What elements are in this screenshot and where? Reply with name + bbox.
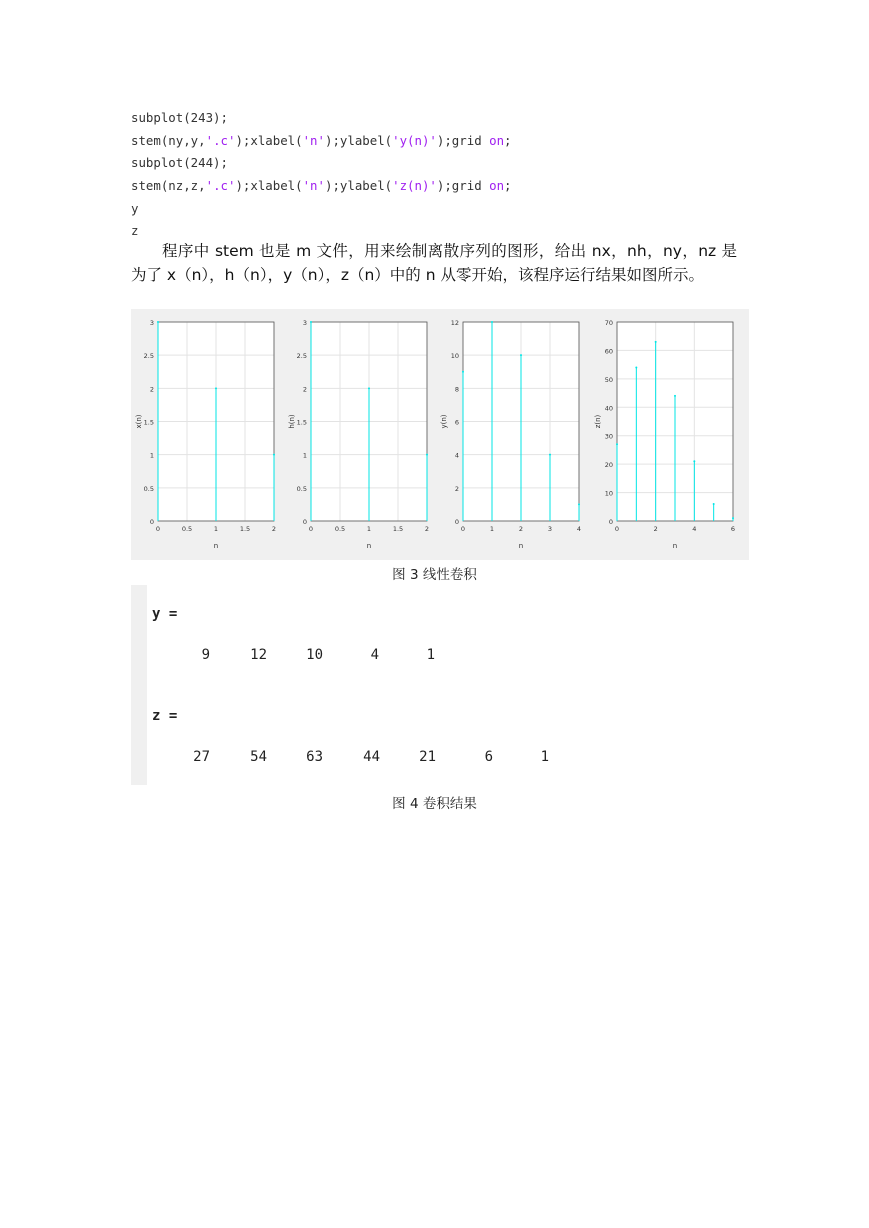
y-tick-label: 3	[302, 319, 307, 327]
stem-marker	[635, 366, 637, 368]
stem-marker	[491, 321, 493, 323]
y-axis-label: z(n)	[594, 414, 602, 429]
stem-charts	[131, 309, 749, 560]
output-value: 4	[370, 647, 379, 663]
stem-marker	[732, 517, 734, 519]
stem-marker	[520, 354, 522, 356]
y-tick-label: 0	[149, 518, 154, 526]
y-tick-label: 8	[454, 385, 459, 394]
output-value: 1	[426, 647, 435, 663]
stem-marker	[693, 460, 695, 462]
code-token: );ylabel(	[324, 178, 393, 194]
figure-3-linear-convolution	[131, 309, 749, 560]
code-line	[131, 130, 512, 153]
y-tick-label: 0.5	[296, 484, 307, 493]
x-axis-label: n	[213, 542, 219, 550]
code-string-token: '.c'	[205, 178, 236, 194]
figure-3-caption: 图 3 线性卷积	[392, 567, 477, 583]
code-token: );xlabel(	[235, 178, 303, 194]
stem-marker	[549, 454, 551, 456]
code-string-token: '.c'	[205, 132, 236, 148]
y-axis-label: h(n)	[288, 414, 296, 429]
stem-marker	[713, 503, 715, 505]
code-token: z	[131, 223, 139, 239]
code-token: );grid	[436, 178, 490, 194]
code-line	[131, 152, 512, 175]
stem-marker	[426, 454, 428, 456]
command-window-strip	[131, 585, 147, 785]
x-tick-label: 2	[424, 525, 430, 533]
figure-4-caption: 图 4 卷积结果	[392, 796, 477, 812]
x-tick-label: 0	[308, 525, 314, 533]
y-output-label: y =	[152, 606, 178, 622]
x-tick-label: 1	[213, 525, 219, 533]
x-tick-label: 0	[614, 525, 620, 533]
code-token: subplot(244);	[131, 155, 228, 171]
stem-marker	[273, 454, 275, 456]
x-tick-label: 2	[653, 525, 658, 533]
y-tick-label: 0	[302, 518, 307, 526]
code-string-token: 'z(n)'	[392, 178, 437, 194]
x-axis-label: n	[672, 542, 678, 550]
x-tick-label: 0.5	[181, 525, 193, 533]
y-axis-label: y(n)	[440, 414, 448, 429]
y-tick-label: 2.5	[296, 352, 307, 361]
code-token: ;	[504, 178, 512, 194]
y-tick-label: 30	[604, 432, 613, 441]
y-tick-label: 3	[149, 319, 154, 327]
x-tick-label: 0	[155, 525, 161, 533]
code-token: );ylabel(	[324, 132, 393, 148]
y-tick-label: 2	[454, 484, 459, 493]
y-tick-label: 2	[149, 385, 154, 394]
y-tick-label: 60	[604, 347, 613, 356]
x-tick-label: 2	[518, 525, 524, 533]
y-tick-label: 12	[450, 319, 459, 327]
x-tick-label: 4	[576, 525, 582, 533]
output-value: 9	[201, 647, 210, 663]
y-tick-label: 1	[302, 451, 307, 460]
y-tick-label: 0	[608, 518, 613, 526]
output-value: 44	[363, 749, 380, 765]
code-token: stem(ny,y,	[131, 132, 206, 148]
code-line	[131, 175, 512, 198]
y-tick-label: 1.5	[296, 418, 307, 427]
y-tick-label: 2	[302, 385, 307, 394]
code-token: );xlabel(	[235, 132, 303, 148]
code-string-token: on	[489, 132, 505, 148]
x-tick-label: 1	[489, 525, 495, 533]
output-value: 21	[419, 749, 436, 765]
output-value: 27	[193, 749, 210, 765]
output-value: 63	[306, 749, 323, 765]
code-line	[131, 107, 512, 130]
code-token: );grid	[436, 132, 490, 148]
x-tick-label: 4	[692, 525, 697, 533]
code-token: ;	[504, 132, 512, 148]
x-tick-label: 1.5	[239, 525, 251, 533]
code-line	[131, 198, 512, 221]
stem-marker	[157, 321, 159, 323]
y-axis-label: x(n)	[135, 414, 143, 429]
y-tick-label: 4	[454, 451, 459, 460]
output-value: 10	[306, 647, 323, 663]
y-tick-label: 2.5	[143, 352, 154, 361]
x-tick-label: 2	[271, 525, 277, 533]
output-value: 6	[484, 749, 493, 765]
x-axis-label: n	[366, 542, 372, 550]
y-tick-label: 1.5	[143, 418, 154, 427]
stem-marker	[310, 321, 312, 323]
code-string-token: 'n'	[302, 132, 325, 148]
stem-marker	[616, 443, 618, 445]
x-axis-label: n	[518, 542, 524, 550]
stem-marker	[578, 503, 580, 505]
y-tick-label: 0.5	[143, 484, 154, 493]
y-tick-label: 70	[604, 319, 613, 327]
x-tick-label: 3	[547, 525, 553, 533]
stem-marker	[655, 341, 657, 343]
code-string-token: on	[489, 178, 505, 194]
y-tick-label: 10	[450, 352, 459, 361]
stem-marker	[674, 395, 676, 397]
x-tick-label: 0.5	[334, 525, 346, 533]
x-tick-label: 0	[460, 525, 466, 533]
z-output-label: z =	[152, 708, 178, 724]
output-value: 12	[250, 647, 267, 663]
output-value: 54	[250, 749, 267, 765]
body-paragraph: 程序中 stem 也是 m 文件，用来绘制离散序列的图形，给出 nx，nh，ny，nz 是为了 x（n），h（n），y（n），z（n）中的 n 从零开始，该程序运行结果如图所示。	[131, 242, 737, 284]
output-value: 1	[540, 749, 549, 765]
y-tick-label: 0	[454, 518, 459, 526]
y-tick-label: 50	[604, 375, 613, 384]
y-tick-label: 20	[604, 461, 613, 470]
stem-marker	[462, 371, 464, 373]
code-block	[131, 107, 512, 243]
code-string-token: 'y(n)'	[392, 132, 437, 148]
stem-marker	[215, 387, 217, 389]
x-tick-label: 6	[730, 525, 736, 533]
y-tick-label: 1	[149, 451, 154, 460]
y-tick-label: 6	[454, 418, 459, 427]
x-tick-label: 1.5	[392, 525, 404, 533]
code-token: subplot(243);	[131, 110, 228, 125]
y-tick-label: 10	[604, 489, 613, 498]
code-token: stem(nz,z,	[131, 178, 206, 194]
y-tick-label: 40	[604, 404, 613, 413]
code-token: y	[131, 200, 139, 216]
stem-marker	[368, 387, 370, 389]
x-tick-label: 1	[366, 525, 372, 533]
code-string-token: 'n'	[302, 178, 325, 194]
